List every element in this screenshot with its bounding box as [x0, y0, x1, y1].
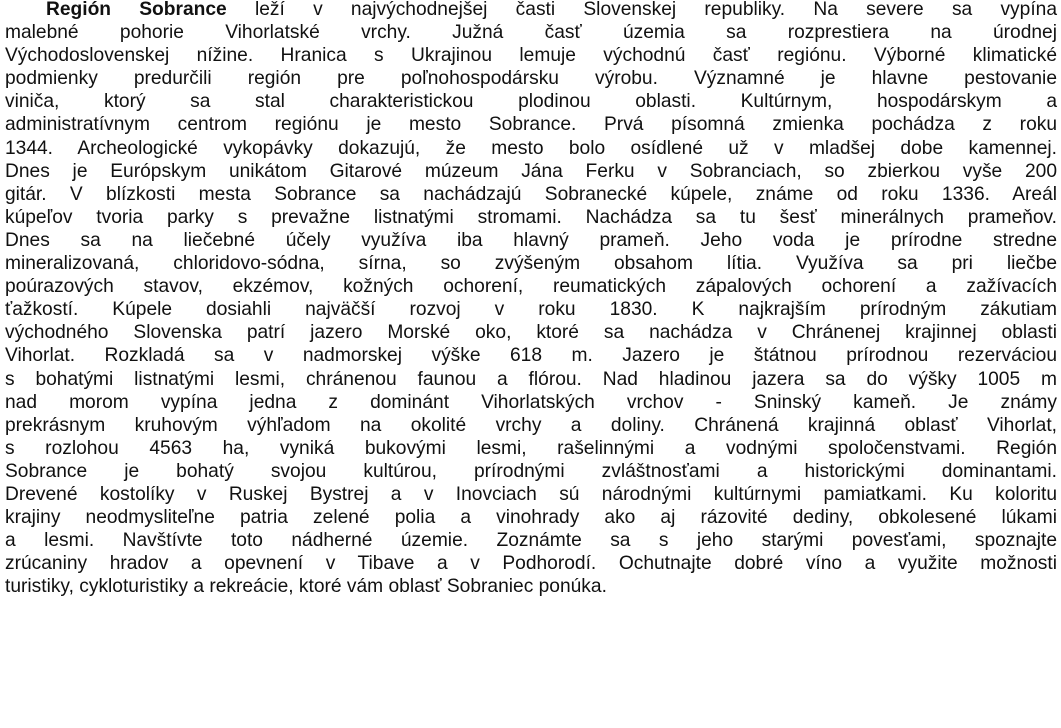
text-line-5: viniča, ktorý sa stal charakteristickou plodinou oblasti. Kultúrnym, hospodárskym a [5, 91, 1057, 113]
text-line-21: Sobrance je bohatý svojou kultúrou, prírodnými zvláštnosťami a historickými dominantami. [5, 460, 1057, 482]
text-line-23: krajiny neodmysliteľne patria zelené polia a vinohrady ako aj rázovité dediny, obkolesené lúkami [5, 507, 1057, 529]
text-line-17: s bohatými listnatými lesmi, chránenou faunou a flórou. Nad hladinou jazera sa do výšky 1005 m [5, 368, 1057, 390]
text-line-7: 1344. Archeologické vykopávky dokazujú, že mesto bolo osídlené už v mladšej dobe kamennej. [5, 137, 1057, 159]
text-line-12: mineralizovaná, chloridovo-sódna, sírna, so zvýšeným obsahom lítia. Využíva sa pri liečbe [5, 253, 1057, 275]
text-line-3: Východoslovenskej nížine. Hranica s Ukrajinou lemuje východnú časť regiónu. Výborné klimatické [5, 45, 1057, 67]
text-line-4: podmienky predurčili región pre poľnohospodársku výrobu. Významné je hlavne pestovanie [5, 68, 1057, 90]
text-line-25: zrúcaniny hradov a opevnení v Tibave a v Podhorodí. Ochutnajte dobré víno a využite možnosti [5, 553, 1057, 575]
text-line-13: poúrazových stavov, ekzémov, kožných ochorení, reumatických zápalových ochorení a zažívacích [5, 276, 1057, 298]
text-line-24: a lesmi. Navštívte toto nádherné územie. Zoznámte sa s jeho starými povesťami, spoznajte [5, 530, 1057, 552]
text-line-1-rest: leží v najvýchodnejšej časti Slovenskej republiky. Na severe sa vypína [226, 0, 1057, 20]
text-line-15: východného Slovenska patrí jazero Morské oko, ktoré sa nachádza v Chránenej krajinnej oblasti [5, 322, 1057, 344]
text-line-16: Vihorlat. Rozkladá sa v nadmorskej výške 618 m. Jazero je štátnou prírodnou rezerváciou [5, 345, 1057, 367]
text-line-19: prekrásnym kruhovým výhľadom na okolité vrchy a doliny. Chránená krajinná oblasť Vihorlat, [5, 414, 1057, 436]
text-line-8: Dnes je Európskym unikátom Gitarové múzeum Jána Ferku v Sobranciach, so zbierkou vyše 200 [5, 160, 1057, 182]
text-line-22: Drevené kostolíky v Ruskej Bystrej a v Inovciach sú národnými kultúrnymi pamiatkami. Ku koloritu [5, 483, 1057, 505]
text-line-2: malebné pohorie Vihorlatské vrchy. Južná časť územia sa rozprestiera na úrodnej [5, 22, 1057, 44]
text-line-10: kúpeľov tvoria parky s prevažne listnatými stromami. Nachádza sa tu šesť minerálnych prameňov. [5, 206, 1057, 228]
document-text [5, 0, 1057, 598]
text-line-18: nad morom vypína jedna z dominánt Vihorlatských vrchov - Sninský kameň. Je známy [5, 391, 1057, 413]
text-line-14: ťažkostí. Kúpele dosiahli najväčší rozvoj v roku 1830. K najkrajším prírodným zákutiam [5, 299, 1057, 321]
region-title: Región Sobrance [46, 0, 227, 20]
text-line-1 [5, 0, 1057, 21]
text-line-9: gitár. V blízkosti mesta Sobrance sa nachádzajú Sobranecké kúpele, známe od roku 1336. Areál [5, 183, 1057, 205]
text-line-20: s rozlohou 4563 ha, vyniká bukovými lesmi, rašelinnými a vodnými spoločenstvami. Región [5, 437, 1057, 459]
text-line-26: turistiky, cykloturistiky a rekreácie, ktoré vám oblasť Sobraniec ponúka. [5, 576, 607, 598]
text-line-11: Dnes sa na liečebné účely využíva iba hlavný prameň. Jeho voda je prírodne stredne [5, 229, 1057, 251]
text-line-6: administratívnym centrom regiónu je mesto Sobrance. Prvá písomná zmienka pochádza z roku [5, 114, 1057, 136]
